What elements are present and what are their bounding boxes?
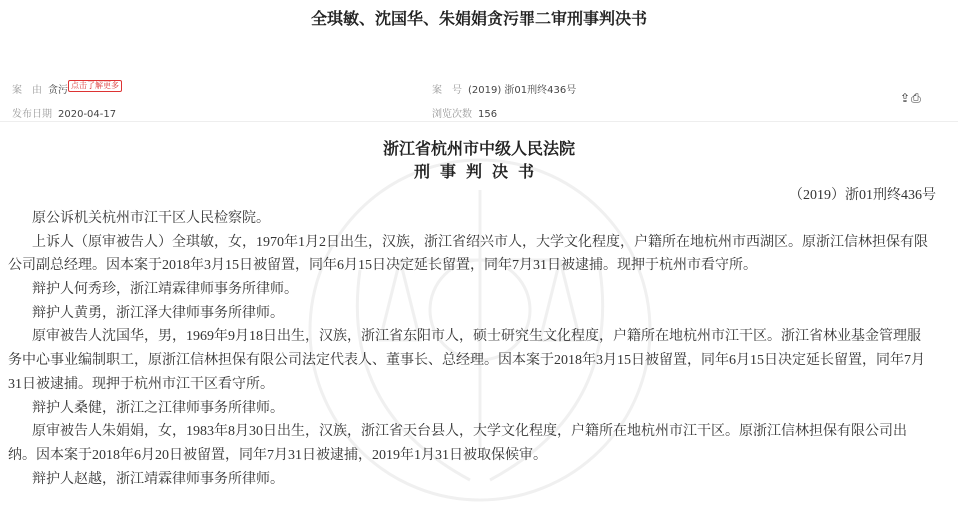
page-title: 全琪敏、沈国华、朱娟娟贪污罪二审刑事判决书 [310, 9, 647, 28]
paragraph-line: 辩护人何秀珍，浙江靖霖律师事务所律师。 [32, 282, 298, 298]
learn-more-tag[interactable]: 点击了解更多 [68, 80, 122, 92]
paragraph-line: 原审被告人朱娟娟，女，1983年8月30日出生，汉族，浙江省天台县人，大学文化程度，户籍所在地杭州市江干区。原浙江信林担保有限公司出 [32, 424, 907, 440]
meta-views [432, 105, 497, 120]
paragraph [8, 420, 943, 467]
paragraph [8, 231, 943, 278]
meta-caseno [432, 81, 576, 96]
document-body [8, 207, 943, 491]
action-icons [900, 91, 922, 106]
paragraph-line: 辩护人赵越，浙江靖霖律师事务所律师。 [32, 471, 284, 487]
date-value: 2020-04-17 [58, 109, 117, 120]
cause-value[interactable]: 贪污 [48, 85, 68, 96]
paragraph-line: 公司副总经理。因本案于2018年3月15日被留置，同年6月15日决定延长留置，同年7月31日被逮捕。现押于杭州市看守所。 [8, 258, 757, 274]
paragraph [8, 207, 943, 231]
paragraph [8, 302, 943, 326]
print-icon[interactable]: ⎙ [911, 91, 922, 105]
share-icon[interactable]: ⇪ [900, 91, 912, 105]
paragraph-line: 上诉人（原审被告人）全琪敏，女，1970年1月2日出生，汉族，浙江省绍兴市人，大学文化程度，户籍所在地杭州市西湖区。原浙江信林担保有限 [32, 234, 928, 250]
paragraph [8, 325, 943, 396]
paragraph-line: 原审被告人沈国华，男，1969年9月18日出生，汉族，浙江省东阳市人，硕士研究生文化程度，户籍所在地杭州市江干区。浙江省林业基金管理服 [32, 329, 921, 345]
court-name: 浙江省杭州市中级人民法院 [382, 139, 575, 158]
meta-cause [12, 81, 122, 97]
paragraph-line: 31日被逮捕。现押于杭州市江干区看守所。 [8, 376, 274, 392]
caseno-label: 案 号 [432, 85, 462, 96]
paragraph-line: 纳。因本案于2018年6月20日被留置，同年7月31日被逮捕，2019年1月31日被取保候审。 [8, 447, 547, 463]
paragraph [8, 468, 943, 492]
paragraph [8, 278, 943, 302]
views-label: 浏览次数 [432, 109, 472, 120]
divider [0, 121, 958, 122]
paragraph [8, 397, 943, 421]
views-value: 156 [478, 109, 498, 120]
cause-label: 案 由 [12, 85, 42, 96]
paragraph-line: 务中心事业编制职工，原浙江信林担保有限公司法定代表人、董事长、总经理。因本案于2018年3月15日被留置，同年6月15日决定延长留置，同年7月 [8, 353, 925, 369]
meta-date [12, 105, 116, 120]
case-number: （2019）浙01刑终436号 [789, 188, 936, 203]
paragraph-line: 辩护人黄勇，浙江泽大律师事务所律师。 [32, 305, 284, 321]
caseno-value: (2019) 浙01刑终436号 [468, 85, 577, 96]
document-type: 刑事判决书 [413, 162, 544, 181]
paragraph-line: 原公诉机关杭州市江干区人民检察院。 [32, 211, 270, 226]
date-label: 发布日期 [12, 109, 52, 120]
paragraph-line: 辩护人桑健，浙江之江律师事务所律师。 [32, 400, 284, 416]
